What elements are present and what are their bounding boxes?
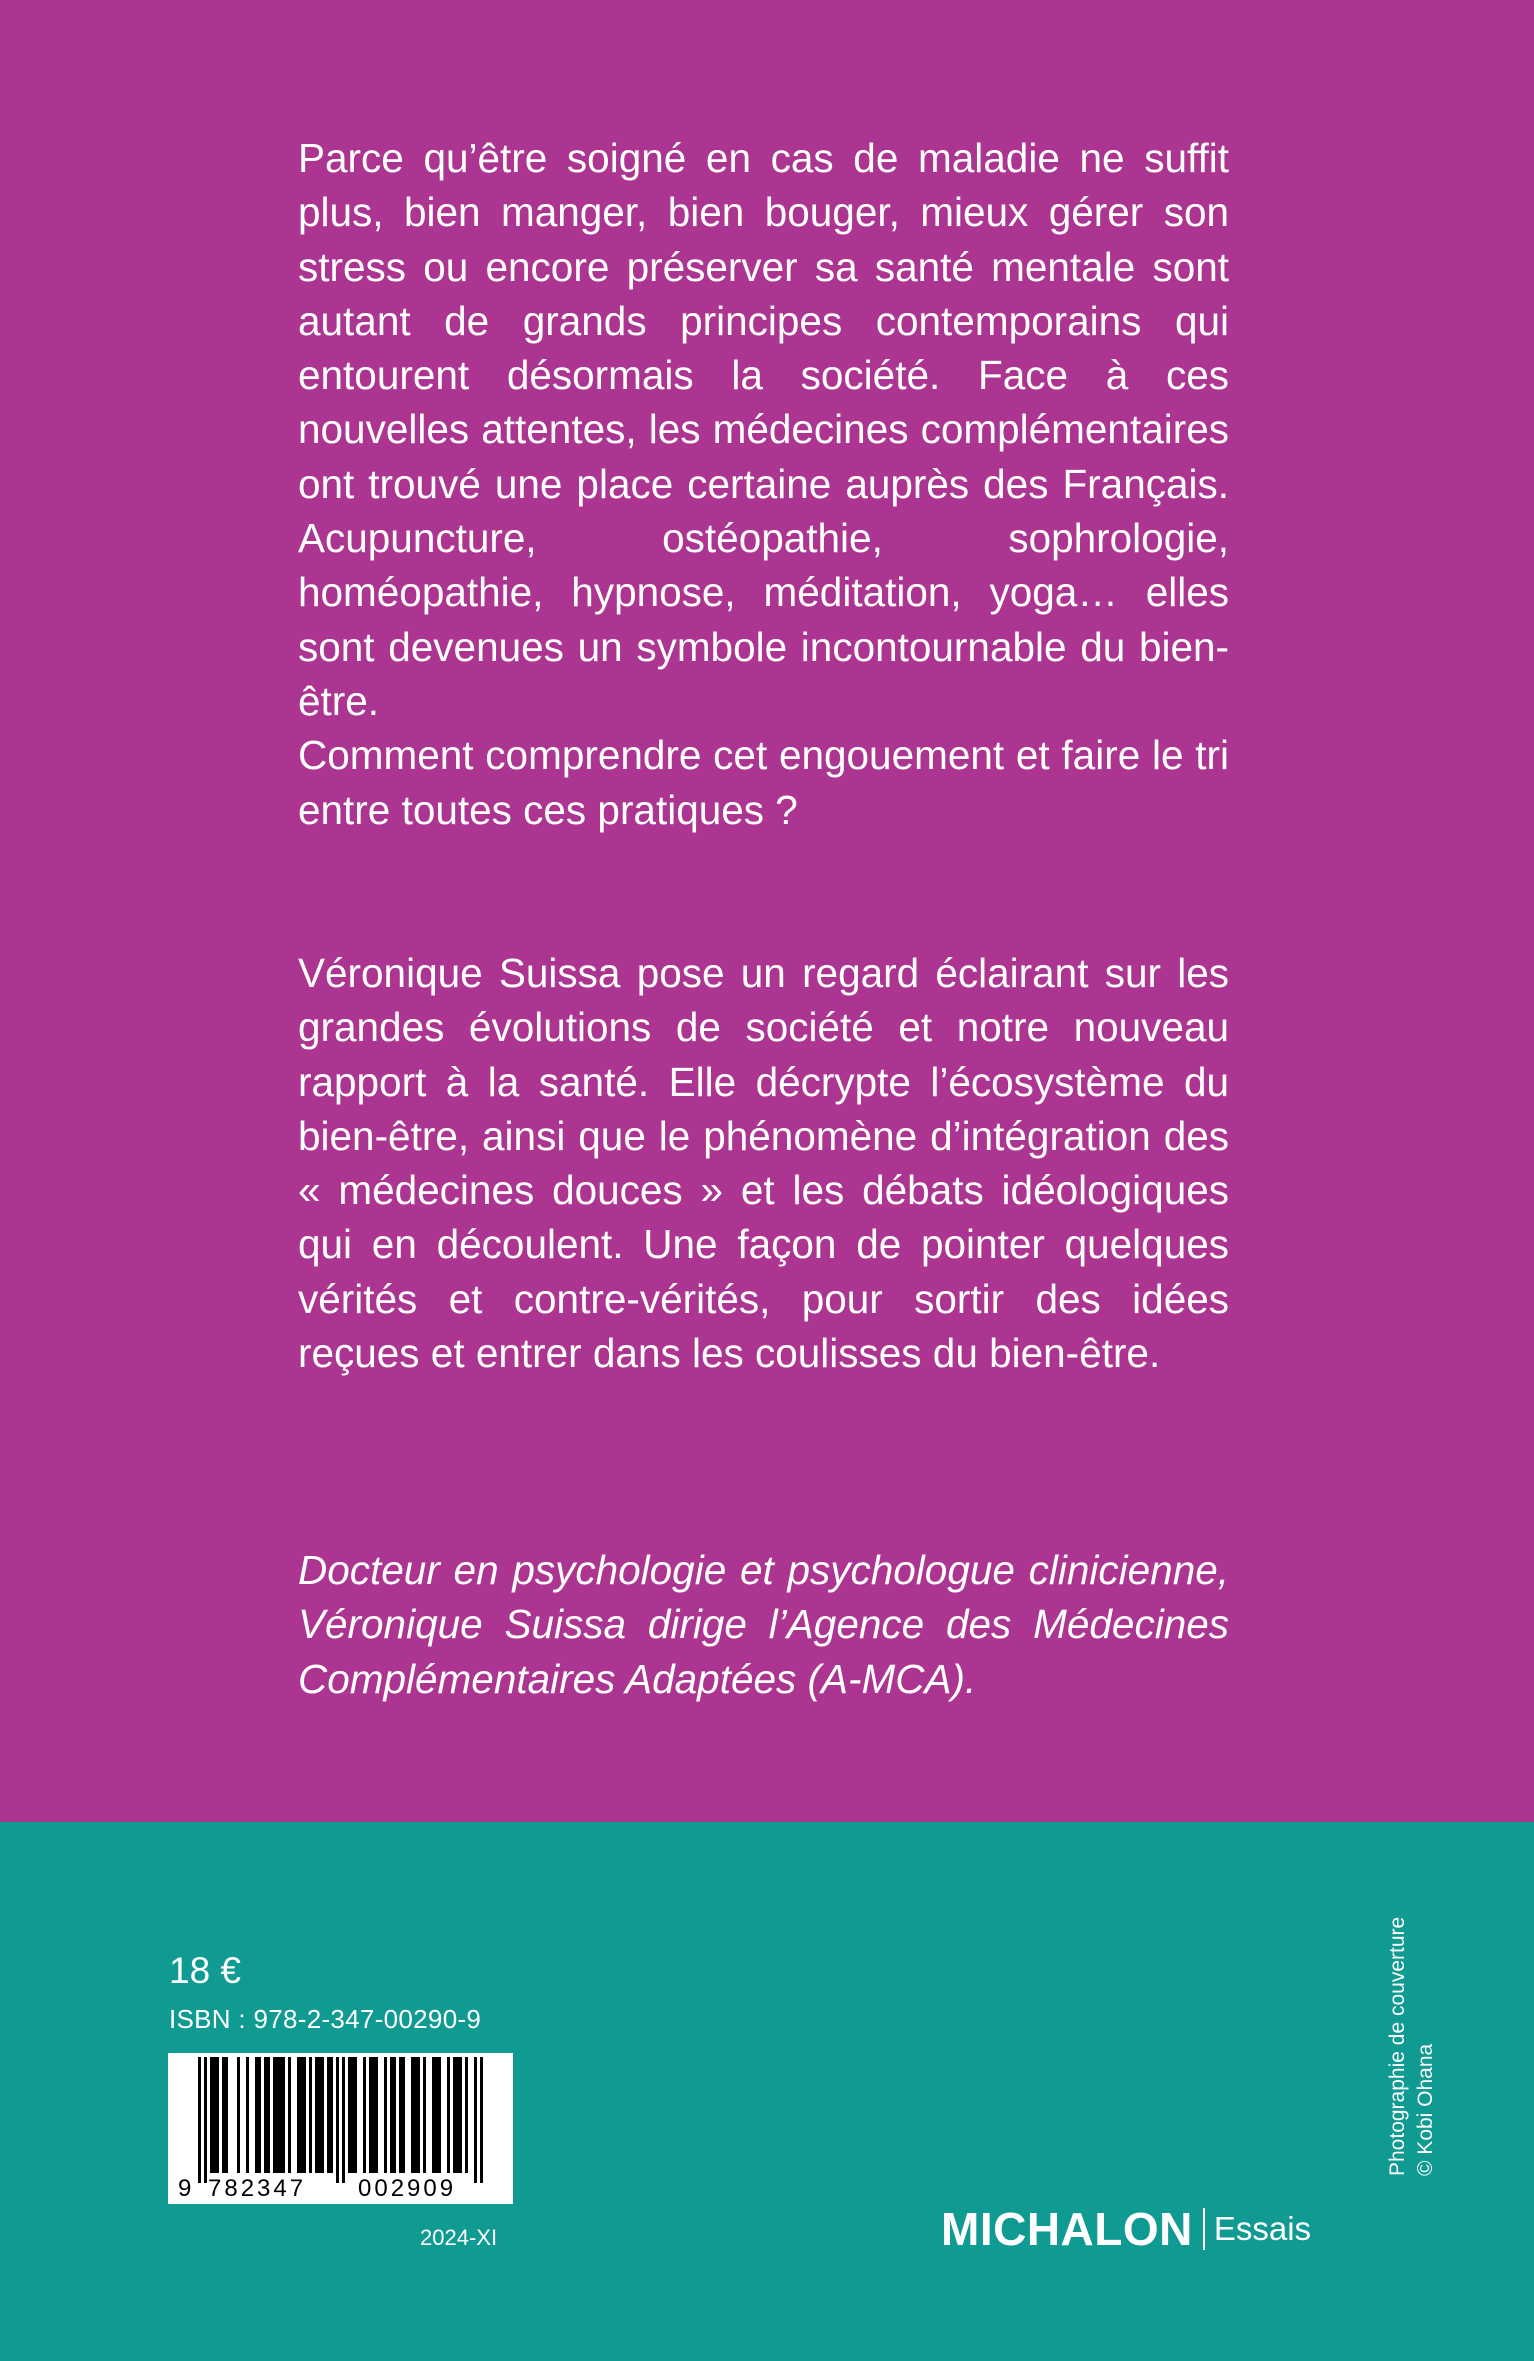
barcode-bar [390,2057,393,2173]
barcode-bar [213,2057,216,2173]
barcode-bar [210,2057,213,2173]
author-bio [298,1543,1229,1706]
barcode-bar [480,2057,483,2183]
barcode-bar [438,2057,441,2173]
barcode-right-group: 002909 [358,2175,457,2202]
barcode-bar [258,2057,261,2173]
barcode-first-digit: 9 [178,2175,192,2202]
barcode-bar [222,2057,225,2173]
isbn: ISBN : 978-2-347-00290-9 [169,2004,482,2034]
barcode [168,2053,513,2204]
barcode-bar [204,2057,207,2183]
barcode-left-group: 782347 [208,2175,307,2202]
barcode-bar [255,2057,258,2173]
barcode-bar [474,2057,477,2183]
barcode-bar [267,2057,270,2173]
barcode-bar [453,2057,456,2173]
barcode-bar [363,2057,366,2173]
photo-credit-line-1: Photographie de couverture [1386,1916,1409,2176]
blurb-intro [298,131,1229,837]
barcode-bar [399,2057,402,2173]
barcode-bar [330,2057,333,2173]
barcode-bar [336,2057,339,2183]
barcode-bar [342,2057,345,2183]
barcode-bar [198,2057,201,2183]
barcode-bar [279,2057,282,2173]
blurb-question: Comment comprendre cet engouement et faire le tri entre toutes ces pratiques ? [298,732,1229,833]
price: 18 € [169,1950,242,1991]
barcode-bar [282,2057,285,2173]
barcode-bar [216,2057,219,2173]
barcode-bar [318,2057,321,2173]
barcode-bar [432,2057,435,2173]
barcode-bar [327,2057,330,2173]
photo-credit [1384,1846,1454,2176]
barcode-bar [297,2057,300,2173]
barcode-bar [276,2057,279,2173]
barcode-bar [351,2057,354,2173]
publisher-separator [1203,2208,1205,2250]
barcode-bar [264,2057,267,2173]
barcode-bar [369,2057,372,2173]
barcode-bar [372,2057,375,2173]
barcode-bar [315,2057,318,2173]
publisher-collection: Essais [1213,2210,1312,2247]
barcode-bar [393,2057,396,2173]
barcode-bar [246,2057,249,2173]
blurb-paragraph-1: Parce qu’être soigné en cas de maladie ne suffit plus, bien manger, bien bouger, mieux gérer son stress ou encore préserver sa santé mentale sont autant de grands principes contemporains qui entourent désormais la société. Face à ces nouvelles attentes, les médecines complémentaires ont trouvé une place certaine auprès des Français. Acupuncture, ostéopathie, sophrologie, homéopathie, hypnose, méditation, yoga… elles sont devenues un symbole incontournable du bien-être. [298,135,1229,724]
author-bio-text: Docteur en psychologie et psychologue clinicienne, Véronique Suissa dirige l’Agence des Médecines Complémentaires Adaptées (A-MCA). [298,1547,1229,1702]
barcode-bar [411,2057,414,2173]
barcode-bar [348,2057,351,2173]
barcode-bar [435,2057,438,2173]
publisher-logo [941,2199,1311,2259]
barcode-bar [300,2057,303,2173]
edition-code: 2024-XI [420,2225,498,2250]
barcode-bar [402,2057,405,2173]
barcode-bar [375,2057,378,2173]
blurb-paragraph-2-text: Véronique Suissa pose un regard éclairant sur les grandes évolutions de société et notre nouveau rapport à la santé. Elle décrypte l’écosystème du bien-être, ainsi que le phénomène d’intégration des « médecines douces » et les débats idéologiques qui en découlent. Une façon de pointer quelques vérités et contre-vérités, pour sortir des idées reçues et entrer dans les coulisses du bien-être. [298,950,1229,1377]
barcode-bar [273,2057,276,2173]
barcode-bar [288,2057,291,2173]
barcode-bar [417,2057,420,2173]
barcode-bar [414,2057,417,2173]
barcode-bar [225,2057,228,2173]
barcode-bar [447,2057,450,2173]
publisher-name: MICHALON [941,2203,1193,2255]
photo-credit-line-2: © Kobi Ohana [1414,2043,1437,2176]
barcode-digits [168,2175,513,2201]
barcode-bar [309,2057,312,2173]
barcode-bar [354,2057,357,2173]
blurb-paragraph-2 [298,946,1229,1380]
barcode-bar [237,2057,240,2173]
barcode-bar [456,2057,459,2173]
barcode-bar [321,2057,324,2173]
barcode-bar [384,2057,387,2173]
barcode-bar [465,2057,468,2173]
barcode-bar [303,2057,306,2173]
barcode-bar [423,2057,426,2173]
barcode-bar [459,2057,462,2173]
